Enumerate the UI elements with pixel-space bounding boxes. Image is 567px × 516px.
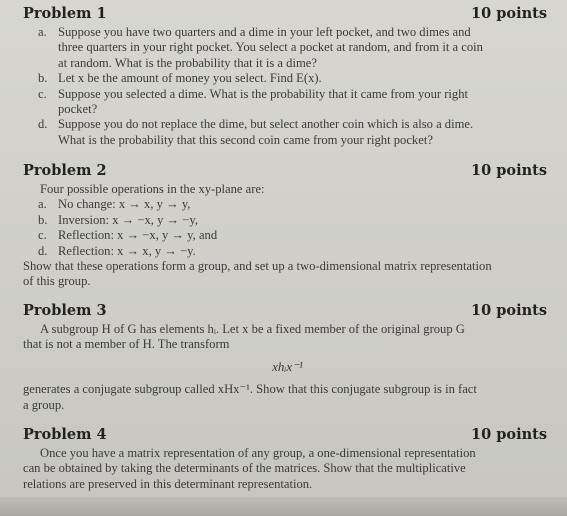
problem-title: Problem 4 — [23, 426, 107, 443]
part-d: d. Suppose you do not replace the dime, but select another coin which is also a dime. What is the probability that this second coin came from your right pocket? — [38, 117, 474, 147]
problem-1 — [0, 5, 567, 148]
problem-2 — [0, 162, 567, 290]
body-text: that is not a member of H. The transform — [23, 337, 230, 352]
problem-title: Problem 2 — [23, 162, 107, 179]
problem-4 — [0, 426, 567, 492]
problem-points: 10 points — [471, 162, 547, 179]
question-text: Show that these operations form a group, and set up a two-dimensional matrix representation — [23, 259, 492, 274]
problem-points: 10 points — [471, 5, 547, 22]
problem-1-body — [0, 25, 567, 148]
part-a: a. Suppose you have two quarters and a dime in your left pocket, and two dimes and three quarters in your right pocket. You select a pocket at random, and from it a coin at random. What is the probability that it is a dime? — [38, 25, 483, 70]
part-c: c. Suppose you selected a dime. What is the probability that it came from your right pocket? — [38, 86, 469, 117]
problem-points: 10 points — [471, 302, 547, 319]
problem-header — [0, 5, 567, 25]
problem-header — [0, 162, 567, 182]
problem-3-body — [0, 322, 567, 413]
problem-2-body — [0, 182, 567, 290]
problem-4-body — [0, 446, 567, 492]
problem-header — [0, 302, 567, 322]
intro-text: Four possible operations in the xy-plane are: — [40, 182, 265, 196]
problem-title: Problem 3 — [23, 302, 107, 319]
conjugate-formula: xhᵢx⁻¹ — [272, 358, 303, 374]
body-text: relations are preserved in this determinant representation. — [23, 476, 313, 491]
operation-b: b. Inversion: x → −x, y → −y, — [38, 212, 199, 227]
problem-title: Problem 1 — [23, 5, 107, 22]
operation-c: c. Reflection: x → −x, y → y, and — [38, 228, 218, 243]
problem-header — [0, 426, 567, 446]
question-text: of this group. — [23, 274, 91, 289]
body-text: a group. — [23, 397, 65, 412]
body-text: A subgroup H of G has elements hᵢ. Let x be a fixed member of the original group G — [40, 322, 465, 336]
body-text: Once you have a matrix representation of any group, a one-dimensional representation — [40, 446, 476, 460]
page-shadow-edge — [0, 497, 567, 516]
problem-points: 10 points — [471, 426, 547, 443]
operation-a: a. No change: x → x, y → y, — [38, 197, 191, 212]
body-text: can be obtained by taking the determinants of the matrices. Show that the multiplicative — [23, 461, 466, 476]
operation-d: d. Reflection: x → x, y → −y. — [38, 243, 196, 258]
body-text: generates a conjugate subgroup called xHx⁻¹. Show that this conjugate subgroup is in fact — [23, 382, 477, 397]
part-b: b. Let x be the amount of money you select. Find E(x). — [38, 71, 322, 86]
problem-3 — [0, 302, 567, 413]
